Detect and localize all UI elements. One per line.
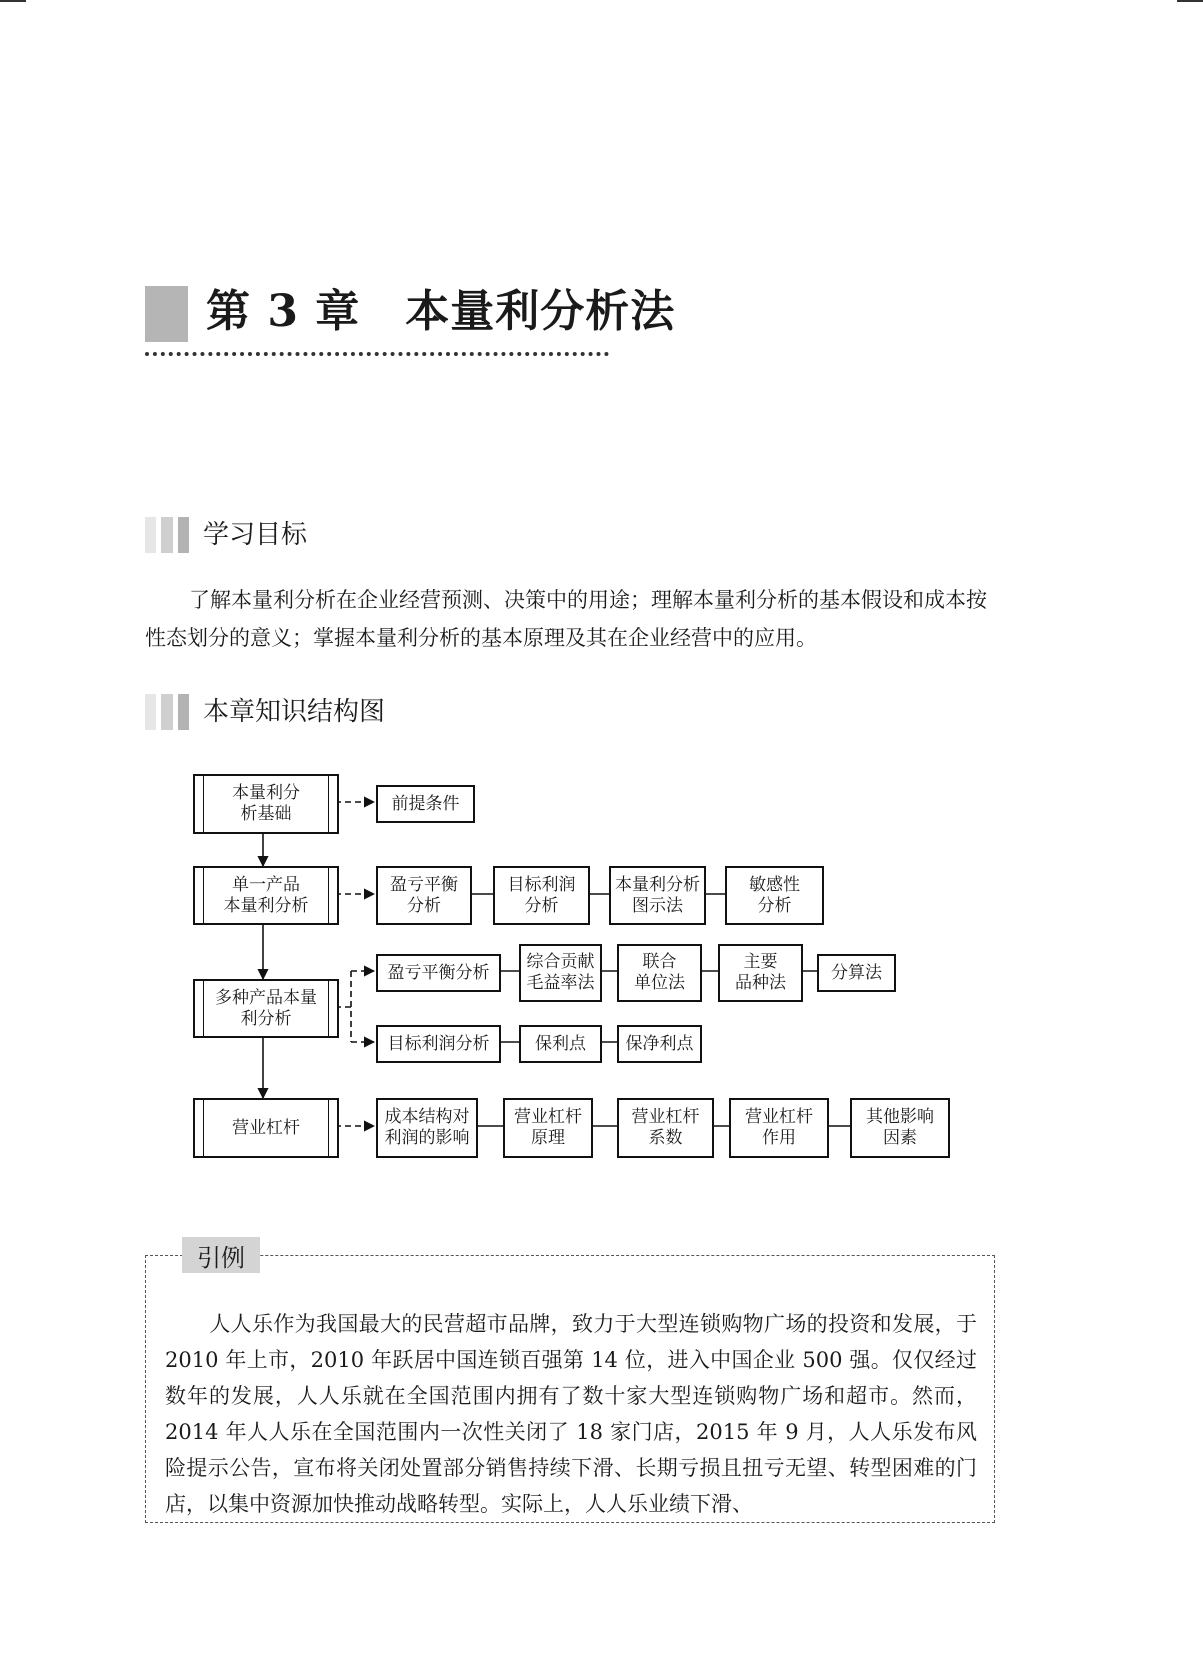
chapter-title-rule (145, 352, 609, 356)
diagram-box-label: 营业杠杆 作用 (745, 1107, 813, 1148)
diagram-box-prerequisites (376, 785, 475, 823)
diagram-box-label: 营业杠杆 原理 (514, 1107, 582, 1148)
crop-mark-left (0, 0, 26, 2)
diagram-box-label: 保净利点 (625, 1033, 694, 1054)
diagram-box-single-product (193, 866, 339, 925)
diagram-box-multi-breakeven (376, 954, 501, 992)
diagram-box-label: 保利点 (535, 1033, 586, 1054)
diagram-box-label: 营业杠杆 (232, 1117, 300, 1138)
diagram-box-weighted-margin (519, 944, 602, 1002)
diagram-box-leverage-principle (503, 1098, 593, 1158)
diagram-box-leverage-effect (729, 1098, 829, 1158)
diagram-box-main-product (718, 944, 803, 1002)
diagram-box-label: 主要 品种法 (735, 952, 786, 993)
diagram-box-label: 目标利润 分析 (507, 874, 576, 916)
chapter-title: 第 3 章 本量利分析法 (206, 286, 676, 337)
diagram-box-label: 营业杠杆 系数 (631, 1107, 700, 1148)
diagram-box-label: 敏感性 分析 (749, 874, 800, 916)
diagram-box-label: 盈亏平衡分析 (387, 962, 490, 983)
example-paragraph (165, 1306, 977, 1522)
diagram-box-other-factors (850, 1098, 950, 1158)
diagram-box-sensitivity (725, 866, 824, 925)
diagram-box-profit-point (519, 1025, 602, 1063)
section-title-structure: 本章知识结构图 (203, 697, 386, 727)
diagram-box-label: 目标利润分析 (387, 1033, 490, 1054)
diagram-box-graphic-method (609, 866, 706, 925)
diagram-box-cvp-basics (193, 774, 339, 834)
diagram-box-multi-target-profit (376, 1025, 501, 1063)
objectives-text: 了解本量利分析在企业经营预测、决策中的用途；理解本量利分析的基本假设和成本按性态划分的意义；掌握本量利分析的基本原理及其在企业经营中的应用。 (145, 588, 987, 650)
diagram-box-label: 其他影响 因素 (866, 1107, 934, 1148)
diagram-box-target-profit (493, 866, 590, 925)
diagram-box-label: 综合贡献 毛益率法 (526, 952, 595, 993)
section-title-objectives: 学习目标 (203, 520, 308, 550)
diagram-box-label: 联合 单位法 (634, 952, 685, 993)
diagram-box-label: 盈亏平衡 分析 (390, 874, 458, 916)
objectives-paragraph (145, 581, 995, 657)
diagram-box-label: 前提条件 (391, 793, 460, 814)
diagram-box-leverage-coefficient (617, 1098, 714, 1158)
diagram-box-label: 分算法 (831, 962, 882, 983)
example-tag: 引例 (182, 1237, 260, 1273)
diagram-box-net-profit-point (617, 1025, 702, 1063)
diagram-box-joint-unit (617, 944, 702, 1002)
diagram-box-multi-product (193, 979, 339, 1038)
section-marker-structure (145, 694, 189, 730)
crop-mark-right (1177, 0, 1203, 2)
diagram-box-breakeven (376, 866, 472, 925)
diagram-box-cost-structure (376, 1098, 478, 1158)
diagram-box-label: 多种产品本量 利分析 (215, 987, 317, 1029)
diagram-box-label: 本量利分 析基础 (232, 783, 300, 824)
diagram-box-label: 成本结构对 利润的影响 (384, 1107, 470, 1148)
example-text: 人人乐作为我国最大的民营超市品牌，致力于大型连锁购物广场的投资和发展，于 2010 年上市，2010 年跃居中国连锁百强第 14 位，进入中国企业 500 强。仅仅经过数年的发展，人人乐就在全国范围内拥有了数十家大型连锁购物广场和超市。然而，2014 年人人乐在全国范围内一次性关闭了 18 家门店，2015 年 9 月，人人乐发布风险提示公告，宣布将关闭处置部分销售持续下滑、长期亏损且扭亏无望、转型困难的门店，以集中资源加快推动战略转型。实际上，人人乐业绩下滑、 (165, 1312, 977, 1516)
chapter-marker-block (145, 286, 188, 342)
diagram-box-label: 单一产品 本量利分析 (223, 874, 309, 916)
diagram-box-operating-leverage (193, 1098, 339, 1158)
section-marker-objectives (145, 517, 189, 553)
diagram-box-label: 本量利分析 图示法 (615, 874, 700, 916)
diagram-box-separate-calc (817, 954, 896, 992)
